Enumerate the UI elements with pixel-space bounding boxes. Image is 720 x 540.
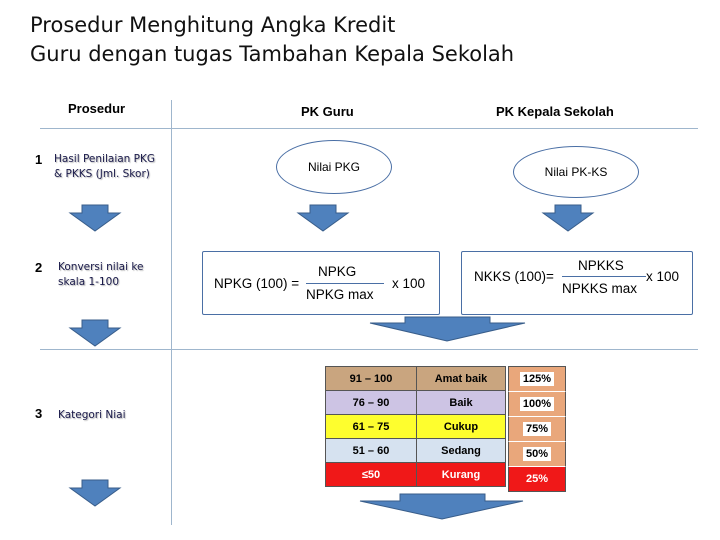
range-cell: 76 – 90 xyxy=(326,391,417,415)
formula-pkg-numerator: NPKG xyxy=(318,264,357,279)
percent-column xyxy=(508,366,566,492)
formula-pkks-denominator: NPKKS max xyxy=(562,281,638,296)
percent-cell-text: 50% xyxy=(523,447,551,461)
page-title-line-2: Guru dengan tugas Tambahan Kepala Sekolah xyxy=(30,42,515,66)
percent-cell xyxy=(508,392,566,417)
large-down-arrow-icon xyxy=(370,317,525,341)
oval-nilai-pkks-text: Nilai PK-KS xyxy=(544,165,608,179)
percent-cell-text: 75% xyxy=(523,422,551,436)
header-prosedur: Prosedur xyxy=(68,101,126,116)
formula-pkks-numerator: NPKKS xyxy=(578,258,624,273)
step-2-number: 2 xyxy=(35,260,43,275)
table-row xyxy=(326,391,506,415)
formula-pkks-suffix: x 100 xyxy=(646,269,680,284)
range-cell: ≤50 xyxy=(326,463,417,487)
down-arrow-icon xyxy=(70,480,120,506)
range-cell: 91 – 100 xyxy=(326,367,417,391)
down-arrow-icon xyxy=(70,320,120,346)
formula-pkg-suffix: x 100 xyxy=(392,276,426,291)
step-2-label-line-2: skala 1-100 xyxy=(58,276,120,288)
table-row xyxy=(326,367,506,391)
category-label-cell: Sedang xyxy=(417,439,506,463)
step-1-number: 1 xyxy=(35,152,43,167)
percent-cell xyxy=(508,367,566,392)
table-row xyxy=(326,463,506,487)
formula-pkg-prefix: NPKG (100) = xyxy=(214,276,300,291)
category-label-cell: Baik xyxy=(417,391,506,415)
range-cell: 61 – 75 xyxy=(326,415,417,439)
formula-pkks-prefix: NKKS (100)= xyxy=(474,269,554,284)
oval-nilai-pkg-text: Nilai PKG xyxy=(307,160,360,174)
step-2-label-line-1: Konversi nilai ke xyxy=(58,261,144,273)
table-row xyxy=(326,415,506,439)
page-title-line-1: Prosedur Menghitung Angka Kredit xyxy=(30,13,396,37)
category-label-cell: Kurang xyxy=(417,463,506,487)
percent-cell: 25% xyxy=(508,467,566,491)
step-3-number: 3 xyxy=(35,406,43,421)
percent-cell-text: 125% xyxy=(520,372,554,386)
percent-cell xyxy=(508,442,566,467)
category-table-grid xyxy=(325,366,506,487)
table-row xyxy=(326,439,506,463)
down-arrow-icon xyxy=(543,205,593,231)
down-arrow-icon xyxy=(298,205,348,231)
percent-cell-text: 100% xyxy=(520,397,554,411)
step-1-label-line-1: Hasil Penilaian PKG xyxy=(54,153,156,165)
percent-cell xyxy=(508,417,566,442)
range-cell: 51 – 60 xyxy=(326,439,417,463)
header-pk-guru: PK Guru xyxy=(301,104,354,119)
down-arrow-icon xyxy=(70,205,120,231)
step-3-label: Kategori Niai xyxy=(58,409,126,421)
large-down-arrow-icon xyxy=(360,494,523,519)
formula-pkg-denominator: NPKG max xyxy=(306,287,374,302)
category-label-cell: Cukup xyxy=(417,415,506,439)
step-1-label-line-2: & PKKS (Jml. Skor) xyxy=(54,168,150,180)
category-label-cell: Amat baik xyxy=(417,367,506,391)
category-table xyxy=(325,366,506,487)
header-pk-kepala-sekolah: PK Kepala Sekolah xyxy=(496,104,614,119)
